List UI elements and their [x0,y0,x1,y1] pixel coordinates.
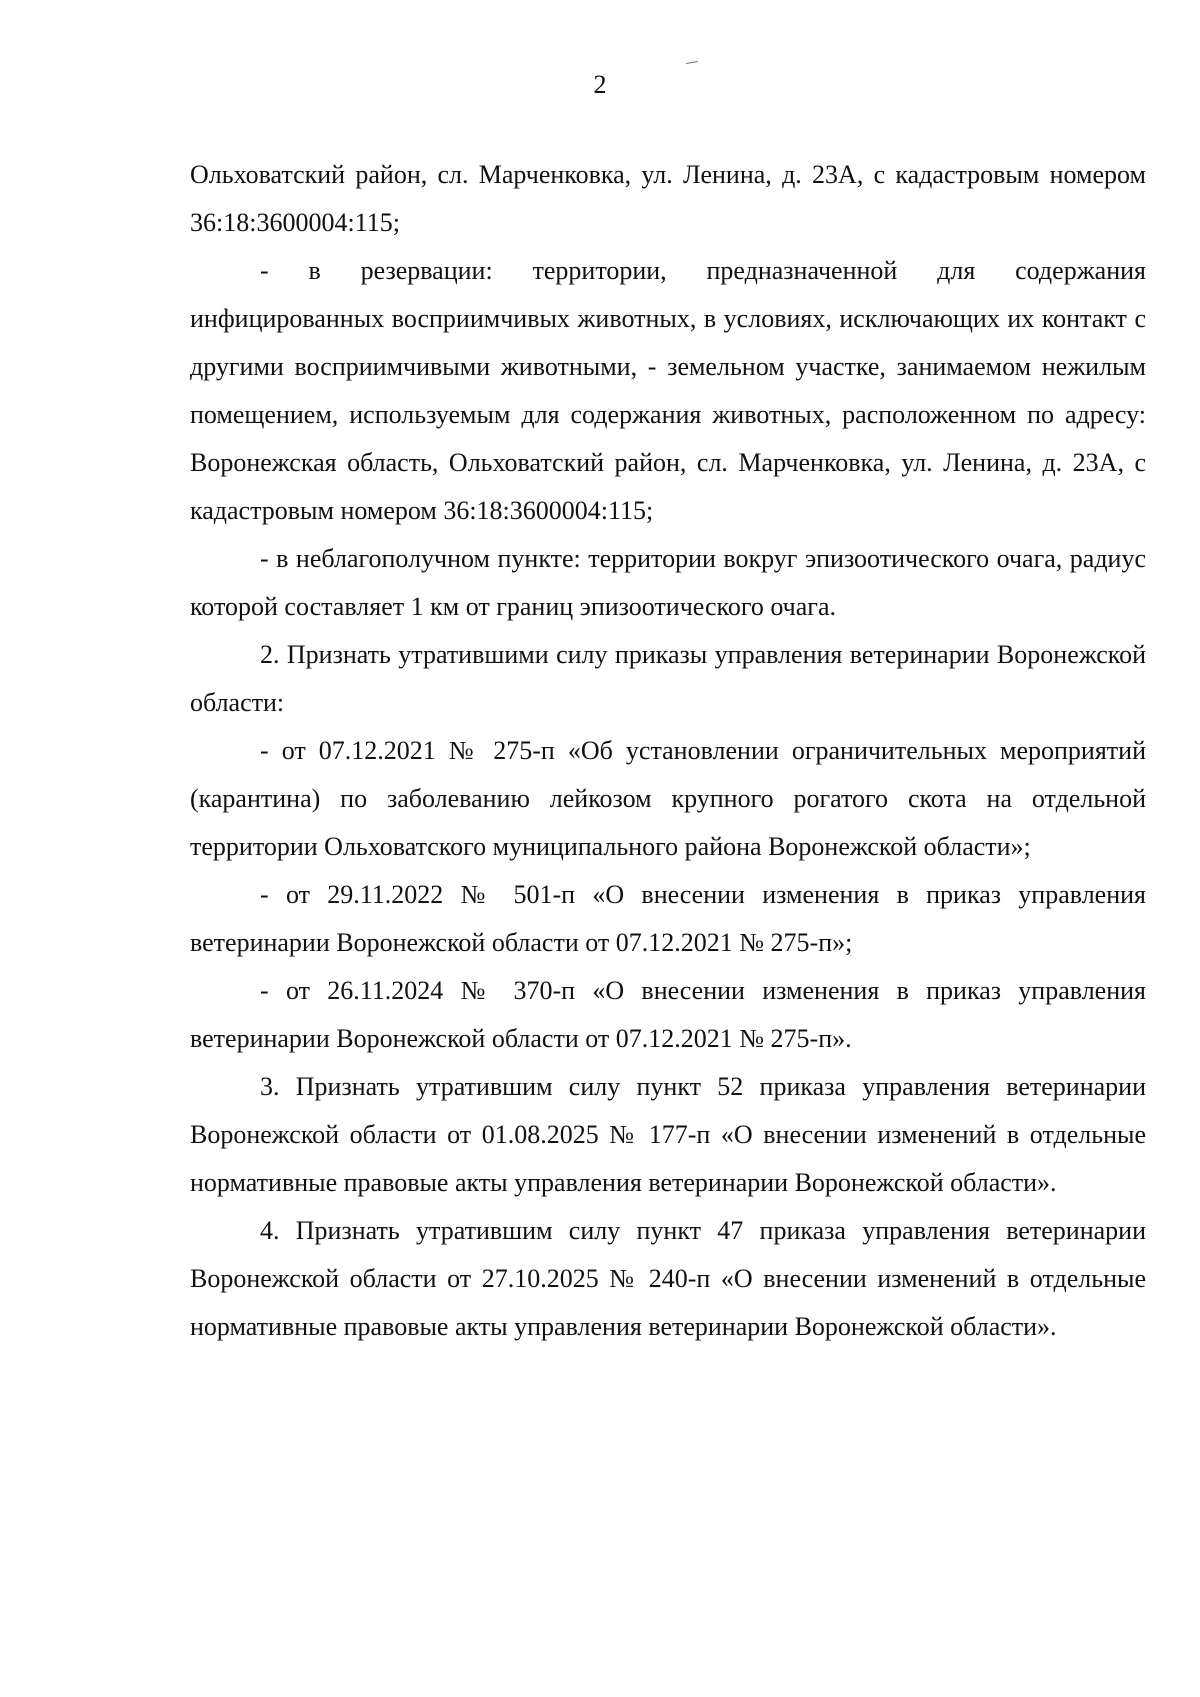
page-number: 2 [593,70,607,99]
paragraph-order-370: - от 26.11.2024 № 370-п «О внесении изменения в приказ управления ветеринарии Воронежской области от 07.12.2021 № 275-п». [190,976,1146,1053]
document-body [190,151,1146,1351]
scan-mark [686,61,699,67]
paragraph-unfavorable-point: - в неблагополучном пункте: территории вокруг эпизоотического очага, радиус которой составляет 1 км от границ эпизоотического очага. [190,544,1146,621]
paragraph-reservation: - в резервации: территории, предназначенной для содержания инфицированных восприимчивых животных, в условиях, исключающих их контакт с другими восприимчивыми животными, - земельном участке, занимаемом нежилым помещением, используемым для содержания животных, расположенном по адресу: Воронежская область, Ольховатский район, сл. Марченковка, ул. Ленина, д. 23А, с кадастровым номером 36:18:3600004:115; [190,256,1146,525]
paragraph-item-4: 4. Признать утратившим силу пункт 47 приказа управления ветеринарии Воронежской области от 27.10.2025 № 240-п «О внесении изменений в отдельные нормативные правовые акты управления ветеринарии Воронежской области». [190,1216,1146,1341]
paragraph-order-275: - от 07.12.2021 № 275-п «Об установлении ограничительных мероприятий (карантина) по заболеванию лейкозом крупного рогатого скота на отдельной территории Ольховатского муниципального района Воронежской области»; [190,736,1146,861]
paragraph-order-501: - от 29.11.2022 № 501-п «О внесении изменения в приказ управления ветеринарии Воронежской области от 07.12.2021 № 275-п»; [190,880,1146,957]
paragraph-item-2: 2. Признать утратившими силу приказы управления ветеринарии Воронежской области: [190,640,1146,717]
paragraph-address-continuation: Ольховатский район, сл. Марченковка, ул. Ленина, д. 23А, с кадастровым номером 36:18:3600004:115; [190,160,1146,237]
paragraph-item-3: 3. Признать утратившим силу пункт 52 приказа управления ветеринарии Воронежской области от 01.08.2025 № 177-п «О внесении изменений в отдельные нормативные правовые акты управления ветеринарии Воронежской области». [190,1072,1146,1197]
